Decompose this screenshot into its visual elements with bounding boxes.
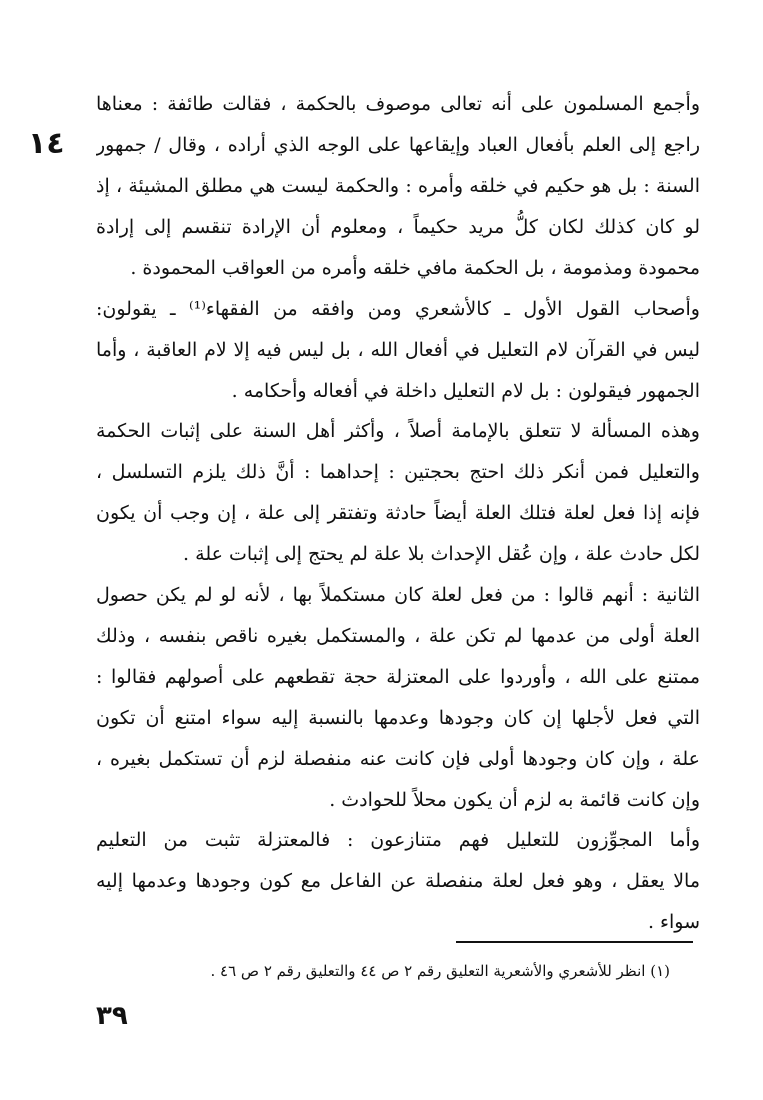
paragraph-2: [96, 411, 700, 821]
page-number: ٣٩: [96, 1001, 128, 1031]
text-line: راجع إلى العلم بأفعال العباد وإيقاعها على الوجه الذي أراده ، وقال / جمهور: [96, 134, 700, 156]
text-line: وهذه المسألة لا تتعلق بالإمامة أصلاً ، وأكثر أهل السنة على إثبات الحكمة: [96, 420, 700, 442]
text-line: لو كان كذلك لكان كلُّ مريد حكيماً ، ومعلوم أن الإرادة تنقسم إلى إرادة: [96, 216, 700, 238]
text-line: محمودة ومذمومة ، بل الحكمة مافي خلقه وأمره من العواقب المحمودة .: [130, 257, 700, 279]
text-line: وأما المجوِّزون للتعليل فهم متنازعون : فالمعتزلة تثبت من التعليم: [96, 829, 700, 851]
footnote-divider: [456, 941, 693, 943]
text-line: مالا يعقل ، وهو فعل لعلة منفصلة عن الفاعل مع كون وجودها وعدمها إليه: [96, 870, 700, 892]
paragraph-1: [96, 84, 700, 412]
text-line: العلة أولى من عدمها لم تكن علة ، والمستكمل بغيره ناقص بنفسه ، وذلك: [96, 625, 700, 647]
text-line: وأصحاب القول الأول ـ كالأشعري ومن وافقه من الفقهاء⁽¹⁾ ـ يقولون:: [96, 298, 700, 320]
text-line: السنة : بل هو حكيم في خلقه وأمره : والحكمة ليست هي مطلق المشيئة ، إذ: [96, 175, 700, 197]
text-line: وأجمع المسلمون على أنه تعالى موصوف بالحكمة ، فقالت طائفة : معناها: [96, 93, 700, 115]
text-line: فإنه إذا فعل لعلة فتلك العلة أيضاً حادثة وتفتقر إلى علة ، إن وجب أن يكون: [96, 502, 700, 524]
text-line: والتعليل فمن أنكر ذلك احتج بحجتين : إحداهما : أنَّ ذلك يلزم التسلسل ،: [96, 461, 700, 483]
margin-page-marker: ١٤: [28, 126, 65, 161]
text-line: الجمهور فيقولون : بل لام التعليل داخلة في أفعاله وأحكامه .: [231, 380, 700, 402]
text-line: سواء .: [647, 911, 700, 933]
text-line: التي فعل لأجلها إن كان وجودها وعدمها بالنسبة إليه سواء امتنع أن تكون: [96, 707, 700, 729]
text-line: لكل حادث علة ، وإن عُقل الإحداث بلا علة لم يحتج إلى إثبات علة .: [183, 543, 700, 565]
text-line: وإن كانت قائمة به لزم أن يكون محلاً للحوادث .: [329, 789, 700, 811]
paragraph-3: [96, 820, 700, 943]
footnote: (١) انظر للأشعري والأشعرية التعليق رقم ٢ ص ٤٤ والتعليق رقم ٢ ص ٤٦ .: [210, 962, 670, 980]
text-line: علة ، وإن كان وجودها أولى فإن كانت عنه منفصلة لزم أن تستكمل بغيره ،: [96, 748, 700, 770]
text-line: الثانية : أنهم قالوا : من فعل لعلة كان مستكملاً بها ، لأنه لو لم يكن حصول: [96, 584, 700, 606]
text-line: ممتنع على الله ، وأوردوا على المعتزلة حجة تقطعهم على أصولهم فقالوا :: [96, 666, 700, 688]
text-line: ليس في القرآن لام التعليل في أفعال الله ، بل ليس فيه إلا لام العاقبة ، وأما: [96, 339, 700, 361]
